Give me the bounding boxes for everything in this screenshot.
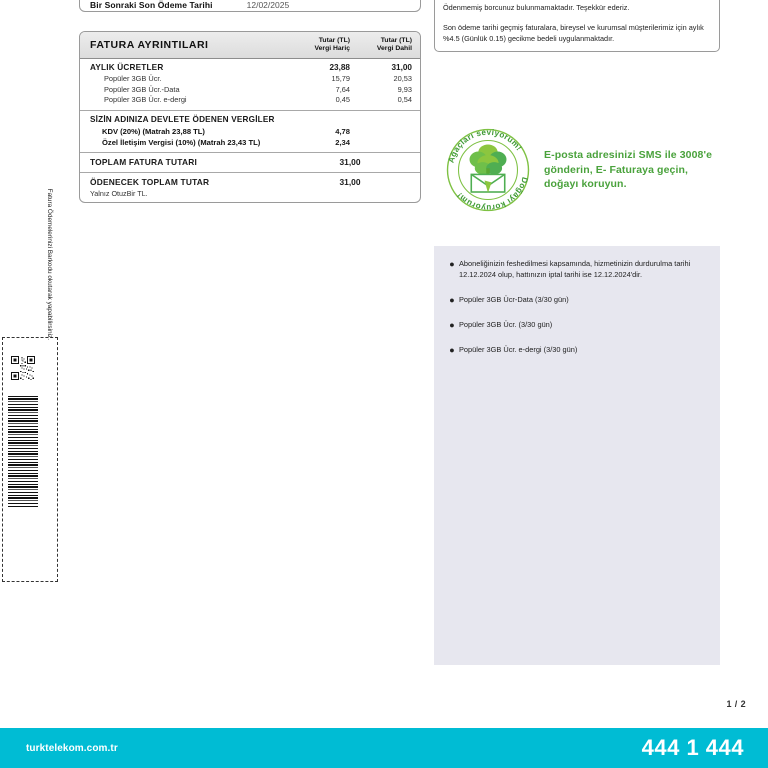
tax-item-name: Özel İletişim Vergisi (10%) (Matrah 23,43 TL) [102,137,261,147]
line-item-name: Popüler 3GB Ücr.-Data [104,84,180,94]
line-item-name: Popüler 3GB Ücr. e-dergi [104,95,187,105]
footer-bar [0,728,768,768]
list-item [448,344,708,356]
line-item-incl: 0,54 [397,95,412,105]
outstanding-balance-notice-box [434,0,720,52]
column-header-incl-tax-line1: Tutar (TL) [380,36,412,44]
total-payable-value: 31,00 [339,177,361,188]
total-payable-label: ÖDENECEK TOPLAM TUTAR [90,177,210,188]
next-due-date-label: Bir Sonraki Son Ödeme Tarihi [90,0,213,10]
page-number: 1 / 2 [726,699,746,709]
line-item-incl: 20,53 [393,73,412,83]
table-row [90,74,412,85]
monthly-charges-label: AYLIK ÜCRETLER [90,63,164,72]
bullet-icon: ● [449,259,455,269]
svg-text:Doğayı koruyorum!: Doğayı koruyorum! [455,176,530,213]
government-taxes-section [80,111,420,153]
barcode-image [8,396,38,508]
list-item [448,294,708,306]
list-item-text: Popüler 3GB Ücr. e-dergi (3/30 gün) [459,345,578,355]
footer-website-link[interactable]: turktelekom.com.tr [26,742,118,754]
table-row [90,126,412,137]
column-header-incl-tax [350,37,412,54]
column-header-excl-tax-line2: Vergi Hariç [314,45,350,52]
line-item-excl: 7,64 [335,84,350,94]
eco-campaign-block [444,124,724,216]
invoice-table-title: FATURA AYRINTILARI [90,39,209,51]
monthly-charges-header-row [90,62,412,74]
tree-envelope-eco-icon [444,126,532,214]
next-due-date-box [79,0,421,12]
bullet-icon: ● [449,320,455,331]
barcode-caption: Fatura Ödemelerinizi Barkodu okutarak yapabilirsiniz. [46,188,53,340]
bullet-icon: ● [449,345,455,356]
list-item [448,319,708,331]
line-item-name: Popüler 3GB Ücr. [104,73,162,83]
total-payable-row [90,176,412,188]
list-item-text: Aboneliğinizin feshedilmesi kapsamında, hizmetinizin durdurulma tarihi 12.12.2024 olup, hattınızın iptal tarihi ise 12.12.2024'dir. [459,259,691,280]
qr-code-icon [11,356,35,380]
column-header-incl-tax-line2: Vergi Dahil [376,45,412,52]
column-header-excl-tax-line1: Tutar (TL) [318,36,350,44]
notice-late-fee-text: Son ödeme tarihi geçmiş faturalara, bireysel ve kurumsal müşterilerimiz için aylık %4.5 (Günlük 0.15) gecikme bedeli uygulanmaktadır. [443,22,704,43]
list-item-text: Popüler 3GB Ücr-Data (3/30 gün) [459,294,569,304]
total-invoice-section [80,153,420,173]
next-due-date-value: 12/02/2025 [246,0,290,10]
tax-item-name: KDV (20%) (Matrah 23,88 TL) [102,126,205,136]
column-header-excl-tax [288,37,350,54]
footer-phone-number: 444 1 444 [641,735,744,760]
government-taxes-header-row [90,114,412,126]
tax-item-excl: 2,34 [335,137,350,147]
total-payable-section [80,173,420,202]
total-invoice-label: TOPLAM FATURA TUTARI [90,156,197,167]
monthly-charges-incl: 31,00 [391,63,412,72]
amount-in-words: Yalnız OtuzBir TL. [90,189,148,199]
invoice-table-header [80,32,420,59]
payment-barcode-strip [2,188,58,582]
line-item-excl: 15,79 [331,73,350,83]
svg-text:Ağaçları seviyorum!: Ağaçları seviyorum! [446,127,524,164]
eco-campaign-message: E-posta adresinizi SMS ile 3008'e gönderin, E- Faturaya geçin, doğayı koruyun. [544,149,713,191]
table-row [90,85,412,96]
table-row [90,137,412,148]
tax-item-excl: 4,78 [335,126,350,136]
total-invoice-value: 31,00 [339,156,361,167]
line-item-incl: 9,93 [397,84,412,94]
info-panel [434,246,720,665]
invoice-details-card [79,31,421,203]
bullet-icon: ● [449,294,455,305]
government-taxes-label: SİZİN ADINIZA DEVLETE ÖDENEN VERGİLER [90,115,275,125]
line-item-excl: 0,45 [335,95,350,105]
monthly-charges-excl: 23,88 [329,63,350,72]
notice-no-debt-text: Ödenmemiş borcunuz bulunmamaktadır. Teşekkür ederiz. [443,3,630,12]
table-row [90,95,412,106]
list-item-text: Popüler 3GB Ücr. (3/30 gün) [459,320,553,330]
total-invoice-row [90,156,412,168]
monthly-charges-section [80,59,420,111]
list-item [448,258,708,281]
